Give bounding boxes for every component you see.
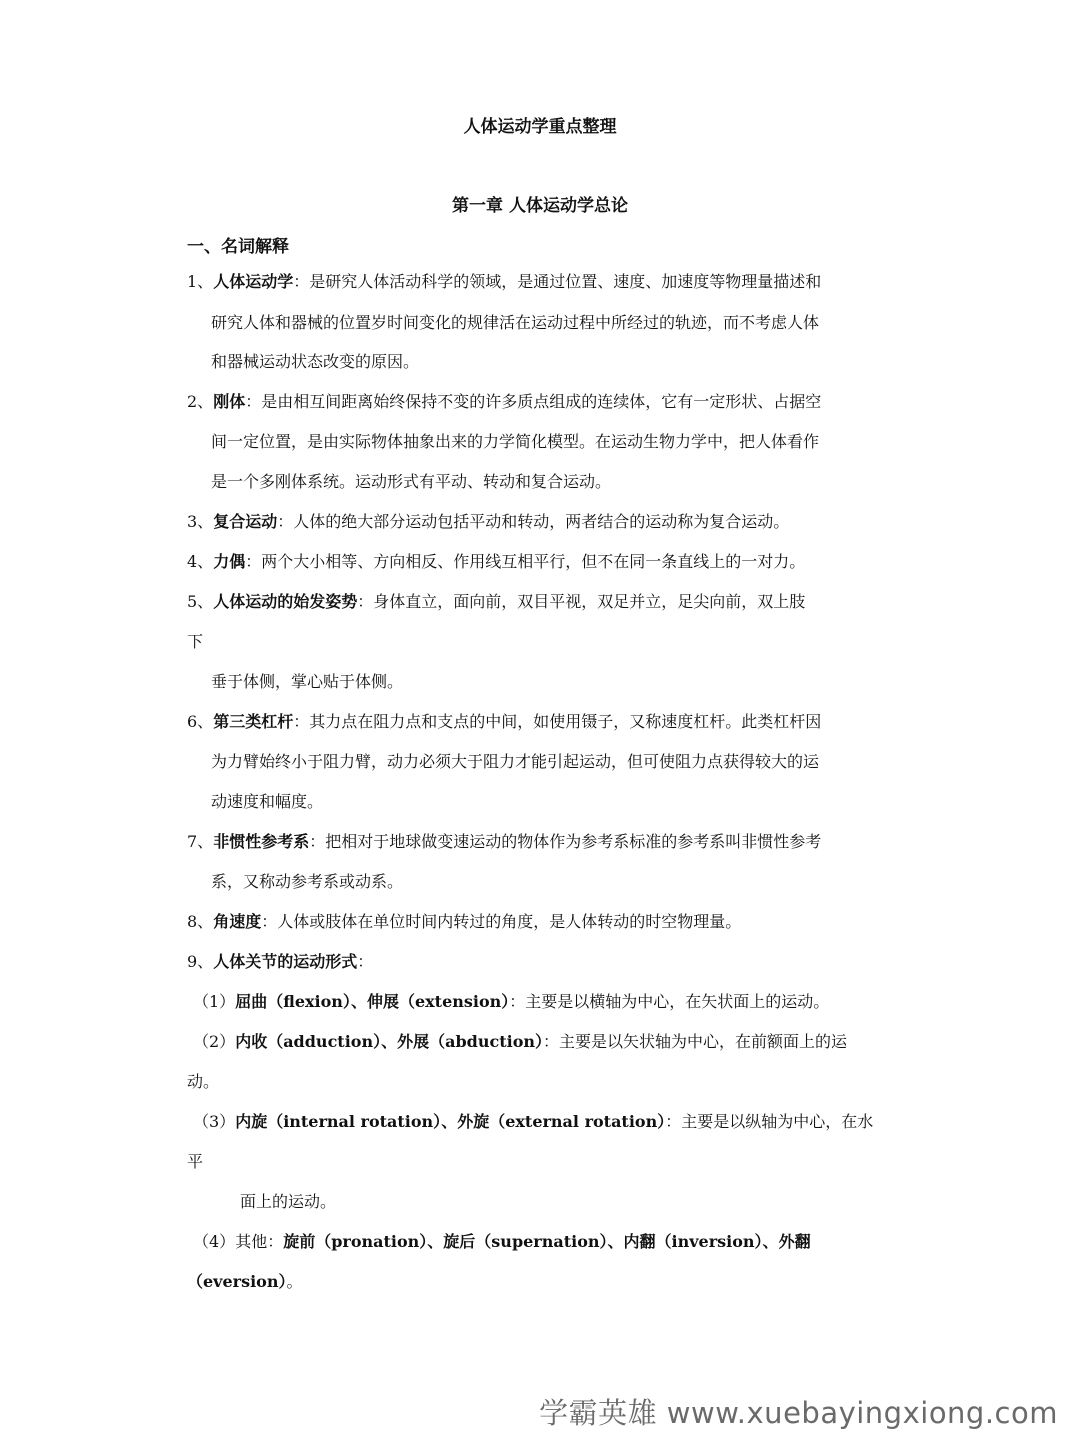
subitem-term: 内翻（inversion） bbox=[623, 1232, 763, 1251]
subitem-number: （4） bbox=[193, 1232, 236, 1251]
document-title: 人体运动学重点整理 bbox=[463, 117, 617, 137]
subitem-term: 屈曲（flexion） bbox=[235, 992, 351, 1011]
entry-7 bbox=[187, 832, 821, 852]
subitem-separator: 、 bbox=[441, 1112, 458, 1131]
entry-term: 第三类杠杆 bbox=[213, 712, 294, 731]
entry-6-line-3: 动速度和幅度。 bbox=[211, 792, 324, 811]
entry-1-line-2: 研究人体和器械的位置岁时间变化的规律活在运动过程中所经过的轨迹，而不考虑人体 bbox=[211, 313, 820, 332]
subitem-3 bbox=[193, 1112, 873, 1132]
entry-term: 复合运动 bbox=[213, 512, 278, 531]
entry-text: ：把相对于地球做变速运动的物体作为参考系标准的参考系叫非惯性参考 bbox=[309, 832, 822, 851]
entry-term: 力偶 bbox=[213, 552, 246, 571]
entry-5-line-3: 垂于体侧，掌心贴于体侧。 bbox=[211, 672, 404, 691]
entry-5-line-2: 下 bbox=[187, 632, 204, 651]
entry-1-line-3: 和器械运动状态改变的原因。 bbox=[211, 352, 420, 371]
subitem-number: （2） bbox=[193, 1032, 236, 1051]
entry-number: 7、 bbox=[187, 832, 214, 851]
entry-text: ：人体的绝大部分运动包括平动和转动，两者结合的运动称为复合运动。 bbox=[277, 512, 790, 531]
entry-number: 4、 bbox=[187, 552, 214, 571]
entry-term: 角速度 bbox=[213, 912, 262, 931]
subitem-text: ：主要是以横轴为中心，在矢状面上的运动。 bbox=[509, 992, 830, 1011]
subitem-term: 伸展（extension） bbox=[366, 992, 510, 1011]
subitem-term: （eversion） bbox=[187, 1272, 287, 1291]
subitem-text: ：主要是以纵轴为中心，在水 bbox=[665, 1112, 874, 1131]
entry-9 bbox=[187, 952, 373, 972]
subitem-3-line-2: 平 bbox=[187, 1152, 204, 1171]
entry-2 bbox=[187, 392, 821, 412]
entry-1 bbox=[187, 272, 821, 292]
subitem-number: （1） bbox=[193, 992, 236, 1011]
entry-number: 2、 bbox=[187, 392, 214, 411]
entry-8 bbox=[187, 912, 741, 932]
entry-7-line-2: 系，又称动参考系或动系。 bbox=[211, 872, 404, 891]
entry-6 bbox=[187, 712, 821, 732]
subitem-number: （3） bbox=[193, 1112, 236, 1131]
entry-text: ：身体直立，面向前，双目平视，双足并立，足尖向前，双上肢 bbox=[357, 592, 806, 611]
subitem-separator: 、 bbox=[427, 1232, 444, 1251]
entry-6-line-2: 为力臂始终小于阻力臂，动力必须大于阻力才能引起运动，但可使阻力点获得较大的运 bbox=[211, 752, 820, 771]
entry-text: ：两个大小相等、方向相反、作用线互相平行，但不在同一条直线上的一对力。 bbox=[245, 552, 806, 571]
subitem-text: ：主要是以矢状轴为中心，在前额面上的运 bbox=[543, 1032, 848, 1051]
subitem-1 bbox=[193, 992, 829, 1012]
entry-5 bbox=[187, 592, 805, 612]
subitem-separator: 、 bbox=[381, 1032, 398, 1051]
subitem-4 bbox=[193, 1232, 811, 1252]
entry-number: 3、 bbox=[187, 512, 214, 531]
subitem-prefix: 其他： bbox=[235, 1232, 284, 1251]
subitem-term: 内旋（internal rotation） bbox=[235, 1112, 442, 1131]
entry-text: ：其力点在阻力点和支点的中间，如使用镊子，又称速度杠杆。此类杠杆因 bbox=[293, 712, 822, 731]
subitem-term: 内收（adduction） bbox=[235, 1032, 382, 1051]
entry-2-line-3: 是一个多刚体系统。运动形式有平动、转动和复合运动。 bbox=[211, 472, 612, 491]
entry-term: 非惯性参考系 bbox=[213, 832, 310, 851]
subitem-4-line-2 bbox=[187, 1272, 303, 1292]
entry-number: 9、 bbox=[187, 952, 214, 971]
subitem-term: 旋前（pronation） bbox=[283, 1232, 428, 1251]
entry-text: ： bbox=[357, 952, 374, 971]
subitem-term: 外展（abduction） bbox=[397, 1032, 544, 1051]
section-heading: 一、名词解释 bbox=[187, 237, 289, 257]
subitem-term: 外翻 bbox=[778, 1232, 811, 1251]
entry-text: ：是研究人体活动科学的领域，是通过位置、速度、加速度等物理量描述和 bbox=[293, 272, 822, 291]
subitem-end: 。 bbox=[286, 1272, 303, 1291]
subitem-separator: 、 bbox=[762, 1232, 779, 1251]
entry-3 bbox=[187, 512, 789, 532]
subitem-2-line-2: 动。 bbox=[187, 1072, 220, 1091]
subitem-separator: 、 bbox=[350, 992, 367, 1011]
subitem-2 bbox=[193, 1032, 847, 1052]
entry-term: 人体运动学 bbox=[213, 272, 294, 291]
subitem-separator: 、 bbox=[607, 1232, 624, 1251]
entry-text: ：人体或肢体在单位时间内转过的角度，是人体转动的时空物理量。 bbox=[261, 912, 742, 931]
entry-number: 5、 bbox=[187, 592, 214, 611]
entry-term: 人体关节的运动形式 bbox=[213, 952, 358, 971]
entry-term: 人体运动的始发姿势 bbox=[213, 592, 358, 611]
entry-number: 6、 bbox=[187, 712, 214, 731]
subitem-term: 旋后（supernation） bbox=[443, 1232, 608, 1251]
subitem-term: 外旋（external rotation） bbox=[457, 1112, 666, 1131]
entry-4 bbox=[187, 552, 805, 572]
entry-term: 刚体 bbox=[213, 392, 246, 411]
subitem-3-line-3: 面上的运动。 bbox=[240, 1192, 337, 1211]
entry-text: ：是由相互间距离始终保持不变的许多质点组成的连续体，它有一定形状、占据空 bbox=[245, 392, 822, 411]
chapter-heading: 第一章 人体运动学总论 bbox=[452, 196, 628, 216]
site-watermark: 学霸英雄 www.xuebayingxiong.com bbox=[539, 1396, 1058, 1430]
entry-number: 1、 bbox=[187, 272, 214, 291]
entry-number: 8、 bbox=[187, 912, 214, 931]
entry-2-line-2: 间一定位置，是由实际物体抽象出来的力学简化模型。在运动生物力学中，把人体看作 bbox=[211, 432, 820, 451]
